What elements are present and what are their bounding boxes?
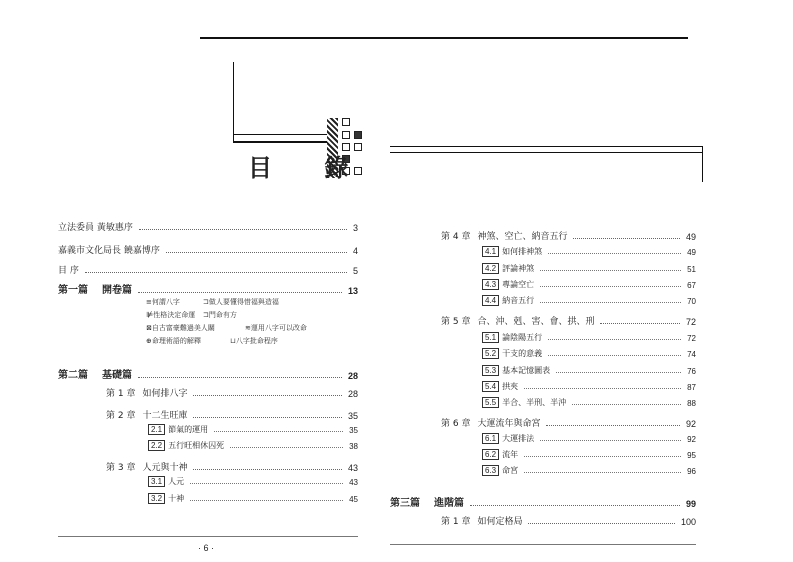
section-name: 專論空亡 bbox=[502, 280, 535, 289]
toc-section[interactable] bbox=[482, 279, 696, 290]
part-name: 進階篇 bbox=[434, 498, 464, 509]
leader-dots bbox=[540, 286, 681, 287]
chapter-label: 第 3 章 bbox=[106, 463, 136, 473]
square-icon bbox=[342, 131, 350, 139]
square-icon bbox=[354, 131, 362, 139]
part-name: 基礎篇 bbox=[102, 370, 132, 381]
toc-chapter[interactable] bbox=[106, 408, 358, 421]
chapter-page: 35 bbox=[347, 411, 358, 421]
part-page: 28 bbox=[347, 371, 358, 381]
section-name: 拱夾 bbox=[502, 382, 519, 391]
section-number: 6.1 bbox=[482, 433, 499, 444]
toc-part-2[interactable] bbox=[58, 366, 358, 381]
toc-section[interactable] bbox=[148, 424, 358, 435]
leader-dots bbox=[214, 431, 343, 432]
leader-dots bbox=[548, 253, 681, 254]
section-name: 命宮 bbox=[502, 466, 519, 475]
section-number: 3.1 bbox=[148, 476, 165, 487]
leader-dots bbox=[138, 376, 342, 378]
bottom-rule-right bbox=[390, 544, 696, 545]
section-page: 72 bbox=[687, 334, 696, 343]
part-page: 99 bbox=[685, 499, 696, 509]
chapter-label: 第 2 章 bbox=[106, 411, 136, 421]
topic: ⊕命理術語的解釋 bbox=[146, 337, 201, 345]
chapter-page: 100 bbox=[680, 517, 696, 527]
leader-dots bbox=[528, 522, 675, 524]
entry-page: 4 bbox=[352, 246, 358, 256]
leader-dots bbox=[85, 271, 347, 273]
toc-part-3[interactable] bbox=[390, 494, 696, 509]
chapter-name: 神煞、空亡、納音五行 bbox=[477, 232, 568, 242]
leader-dots bbox=[556, 372, 681, 373]
entry-label: 嘉義市文化局長 饒嘉博序 bbox=[58, 246, 160, 256]
section-name: 論陰陽五行 bbox=[502, 333, 543, 342]
chapter-name: 如何定格局 bbox=[477, 517, 523, 527]
section-name: 半合、半刑、半沖 bbox=[502, 398, 567, 407]
chapter-page: 43 bbox=[347, 463, 358, 473]
toc-section[interactable] bbox=[482, 246, 696, 257]
toc-entry-preface[interactable] bbox=[58, 220, 358, 233]
section-number: 6.3 bbox=[482, 465, 499, 476]
chapter-page: 28 bbox=[347, 389, 358, 399]
part-label: 第二篇 bbox=[58, 370, 88, 381]
chapter-label: 第 1 章 bbox=[106, 389, 136, 399]
section-number: 2.1 bbox=[148, 424, 165, 435]
toc-chapter[interactable] bbox=[441, 514, 696, 527]
section-page: 95 bbox=[687, 451, 696, 460]
part-page: 13 bbox=[347, 286, 358, 296]
topic: ⊐做人要懂得惜福與造福 bbox=[203, 298, 279, 306]
toc-section[interactable] bbox=[148, 440, 358, 451]
section-name: 流年 bbox=[502, 450, 519, 459]
chapter-name: 十二生旺庫 bbox=[142, 411, 188, 421]
leader-dots bbox=[138, 291, 342, 293]
chapter-label: 第 5 章 bbox=[441, 317, 471, 327]
topic: ⊯性格決定命運 bbox=[146, 311, 196, 319]
chapter-name: 合、沖、剋、害、會、拱、刑 bbox=[477, 317, 595, 327]
title-bar bbox=[233, 141, 328, 143]
section-page: 49 bbox=[687, 248, 696, 257]
section-number: 4.3 bbox=[482, 279, 499, 290]
section-page: 92 bbox=[687, 435, 696, 444]
section-name: 納音五行 bbox=[502, 296, 535, 305]
part-name: 開卷篇 bbox=[102, 285, 132, 296]
topic: ≡何謂八字 bbox=[146, 298, 180, 306]
leader-dots bbox=[546, 424, 680, 426]
toc-entry-preface[interactable] bbox=[58, 263, 358, 276]
section-page: 74 bbox=[687, 350, 696, 359]
topic: ≋運用八字可以改命 bbox=[245, 324, 307, 332]
section-page: 38 bbox=[349, 442, 358, 451]
top-rule bbox=[200, 37, 688, 39]
section-name: 基本記憶圖表 bbox=[502, 366, 551, 375]
toc-section[interactable] bbox=[482, 397, 696, 408]
leader-dots bbox=[190, 500, 343, 501]
chapter-name: 大運流年與命宮 bbox=[477, 419, 541, 429]
part-label: 第一篇 bbox=[58, 285, 88, 296]
chapter-label: 第 4 章 bbox=[441, 232, 471, 242]
section-page: 70 bbox=[687, 297, 696, 306]
leader-dots bbox=[193, 394, 342, 396]
section-name: 五行旺相休囚死 bbox=[168, 441, 225, 450]
right-rule-top bbox=[390, 146, 702, 147]
leader-dots bbox=[190, 483, 343, 484]
leader-dots bbox=[548, 339, 681, 340]
leader-dots bbox=[524, 472, 681, 473]
entry-page: 5 bbox=[352, 266, 358, 276]
leader-dots bbox=[230, 447, 343, 448]
section-number: 5.2 bbox=[482, 348, 499, 359]
leader-dots bbox=[470, 504, 680, 506]
leader-dots bbox=[540, 440, 681, 441]
toc-entry-preface[interactable] bbox=[58, 243, 358, 256]
leader-dots bbox=[166, 251, 347, 253]
part-label: 第三篇 bbox=[390, 498, 420, 509]
section-page: 51 bbox=[687, 265, 696, 274]
section-page: 45 bbox=[349, 495, 358, 504]
page-number: · 6 · bbox=[198, 543, 215, 553]
toc-part-1[interactable] bbox=[58, 281, 358, 296]
toc-section[interactable] bbox=[148, 476, 358, 487]
right-rule-end bbox=[702, 146, 703, 182]
section-number: 5.1 bbox=[482, 332, 499, 343]
leader-dots bbox=[540, 302, 681, 303]
section-name: 十神 bbox=[168, 494, 185, 503]
section-number: 5.5 bbox=[482, 397, 499, 408]
section-number: 3.2 bbox=[148, 493, 165, 504]
toc-chapter[interactable] bbox=[441, 229, 696, 242]
section-name: 人元 bbox=[168, 477, 185, 486]
entry-label: 立法委員 黃敏惠序 bbox=[58, 223, 133, 233]
chapter-page: 72 bbox=[685, 317, 696, 327]
section-page: 87 bbox=[687, 383, 696, 392]
toc-chapter[interactable] bbox=[106, 460, 358, 473]
toc-section[interactable] bbox=[148, 493, 358, 504]
topic: ⊐門命有方 bbox=[203, 311, 237, 319]
section-page: 88 bbox=[687, 399, 696, 408]
toc-section[interactable] bbox=[482, 465, 696, 476]
section-number: 4.1 bbox=[482, 246, 499, 257]
page-title: 目 錄 bbox=[248, 153, 371, 182]
topic: ⊔八字批命程序 bbox=[230, 337, 278, 345]
section-page: 43 bbox=[349, 478, 358, 487]
right-rule-bottom bbox=[390, 152, 702, 153]
chapter-name: 人元與十神 bbox=[142, 463, 188, 473]
section-page: 35 bbox=[349, 426, 358, 435]
toc-section[interactable] bbox=[482, 433, 696, 444]
toc-chapter[interactable] bbox=[106, 386, 358, 399]
section-number: 4.4 bbox=[482, 295, 499, 306]
bottom-rule-left bbox=[58, 536, 358, 537]
section-name: 大運排法 bbox=[502, 434, 535, 443]
leader-dots bbox=[524, 456, 681, 457]
section-page: 76 bbox=[687, 367, 696, 376]
topic: ⊠自古富豪難過美人關 bbox=[146, 324, 215, 332]
chapter-label: 第 6 章 bbox=[441, 419, 471, 429]
section-name: 如何排神煞 bbox=[502, 247, 543, 256]
toc-section[interactable] bbox=[482, 381, 696, 392]
section-number: 4.2 bbox=[482, 263, 499, 274]
leader-dots bbox=[548, 355, 681, 356]
title-horizontal-rule bbox=[233, 134, 328, 135]
entry-page: 3 bbox=[352, 223, 358, 233]
toc-chapter[interactable] bbox=[441, 314, 696, 327]
section-number: 2.2 bbox=[148, 440, 165, 451]
toc-chapter[interactable] bbox=[441, 416, 696, 429]
section-page: 67 bbox=[687, 281, 696, 290]
entry-label: 目 序 bbox=[58, 266, 79, 276]
toc-section[interactable] bbox=[482, 295, 696, 306]
leader-dots bbox=[573, 237, 680, 239]
leader-dots bbox=[193, 416, 342, 418]
section-number: 6.2 bbox=[482, 449, 499, 460]
chapter-page: 49 bbox=[685, 232, 696, 242]
toc-section[interactable] bbox=[482, 332, 696, 343]
toc-section[interactable] bbox=[482, 348, 696, 359]
section-name: 節氣的運用 bbox=[168, 425, 209, 434]
toc-section[interactable] bbox=[482, 263, 696, 274]
section-number: 5.3 bbox=[482, 365, 499, 376]
leader-dots bbox=[524, 388, 681, 389]
section-name: 干支的意義 bbox=[502, 349, 543, 358]
leader-dots bbox=[600, 322, 680, 324]
toc-section[interactable] bbox=[482, 449, 696, 460]
toc-section[interactable] bbox=[482, 365, 696, 376]
section-page: 96 bbox=[687, 467, 696, 476]
chapter-page: 92 bbox=[685, 419, 696, 429]
leader-dots bbox=[540, 270, 681, 271]
chapter-label: 第 1 章 bbox=[441, 517, 471, 527]
square-icon bbox=[342, 118, 350, 126]
leader-dots bbox=[572, 404, 681, 405]
section-number: 5.4 bbox=[482, 381, 499, 392]
leader-dots bbox=[193, 468, 342, 470]
chapter-name: 如何排八字 bbox=[142, 389, 188, 399]
leader-dots bbox=[139, 228, 347, 230]
section-name: 評論神煞 bbox=[502, 264, 535, 273]
title-vertical-rule bbox=[233, 62, 234, 141]
